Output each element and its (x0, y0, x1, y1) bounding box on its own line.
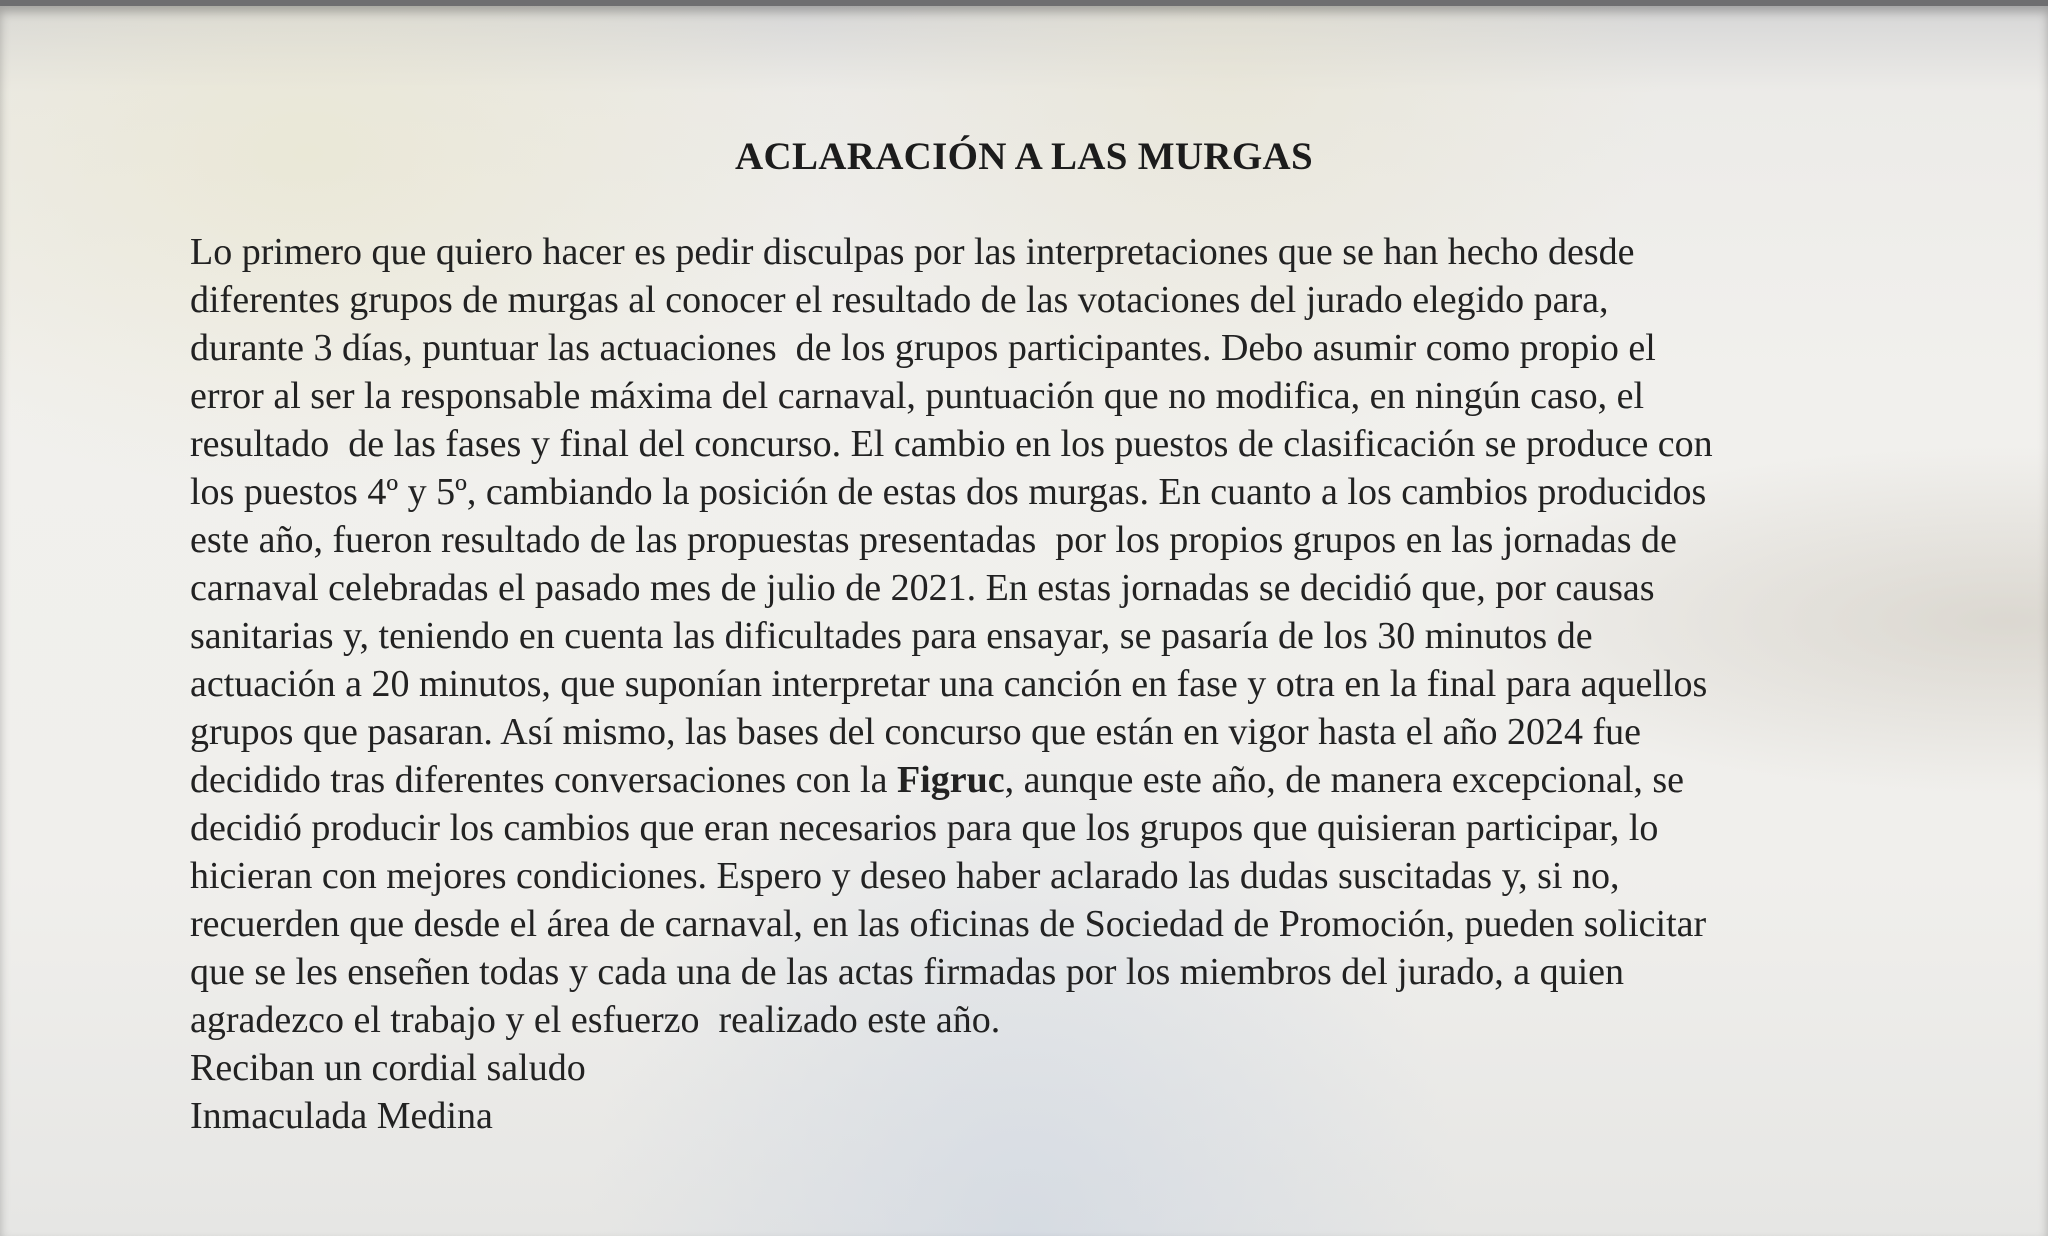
closing-greeting: Reciban un cordial saludo (190, 1047, 586, 1089)
figruc-line-after: , aunque este año, de manera excepcional, se (1004, 759, 1685, 801)
body-line: recuerden que desde el área de carnaval, en las oficinas de Sociedad de Promoción, pueden solicitar (190, 903, 1707, 945)
body-line: diferentes grupos de murgas al conocer el resultado de las votaciones del jurado elegido para, (190, 279, 1609, 321)
body-line: decidió producir los cambios que eran necesarios para que los grupos que quisieran participar, lo (190, 807, 1659, 849)
figruc-name: Figruc (896, 759, 1005, 801)
body-line: Lo primero que quiero hacer es pedir disculpas por las interpretaciones que se han hecho desde (190, 231, 1635, 273)
body-line: este año, fueron resultado de las propuestas presentadas por los propios grupos en las jornadas de (190, 519, 1677, 561)
body-line: error al ser la responsable máxima del carnaval, puntuación que no modifica, en ningún caso, el (190, 375, 1645, 417)
body-line: agradezco el trabajo y el esfuerzo realizado este año. (190, 999, 1001, 1041)
body-line: actuación a 20 minutos, que suponían interpretar una canción en fase y otra en la final para aquellos (190, 663, 1708, 705)
body-line: grupos que pasaran. Así mismo, las bases del concurso que están en vigor hasta el año 2024 fue (190, 711, 1642, 753)
body-line: que se les enseñen todas y cada una de las actas firmadas por los miembros del jurado, a quien (190, 951, 1625, 993)
body-line: sanitarias y, teniendo en cuenta las dificultades para ensayar, se pasaría de los 30 minutos de (190, 615, 1593, 657)
figruc-line-before: decidido tras diferentes conversaciones con la (190, 759, 897, 801)
body-line: resultado de las fases y final del concurso. El cambio en los puestos de clasificación se produce con (190, 423, 1713, 465)
body-line: hicieran con mejores condiciones. Espero y deseo haber aclarado las dudas suscitadas y, si no, (190, 855, 1620, 897)
body-line: carnaval celebradas el pasado mes de julio de 2021. En estas jornadas se decidió que, por causas (190, 567, 1655, 609)
signature-name: Inmaculada Medina (190, 1095, 493, 1137)
body-line: durante 3 días, puntuar las actuaciones de los grupos participantes. Debo asumir como propio el (190, 327, 1656, 369)
body-line: los puestos 4º y 5º, cambiando la posición de estas dos murgas. En cuanto a los cambios producidos (190, 471, 1707, 513)
document-title: ACLARACIÓN A LAS MURGAS (735, 135, 1313, 178)
document-body (190, 228, 1890, 1140)
paper-sheet (0, 6, 2048, 1236)
body-line-figruc (190, 756, 1890, 804)
